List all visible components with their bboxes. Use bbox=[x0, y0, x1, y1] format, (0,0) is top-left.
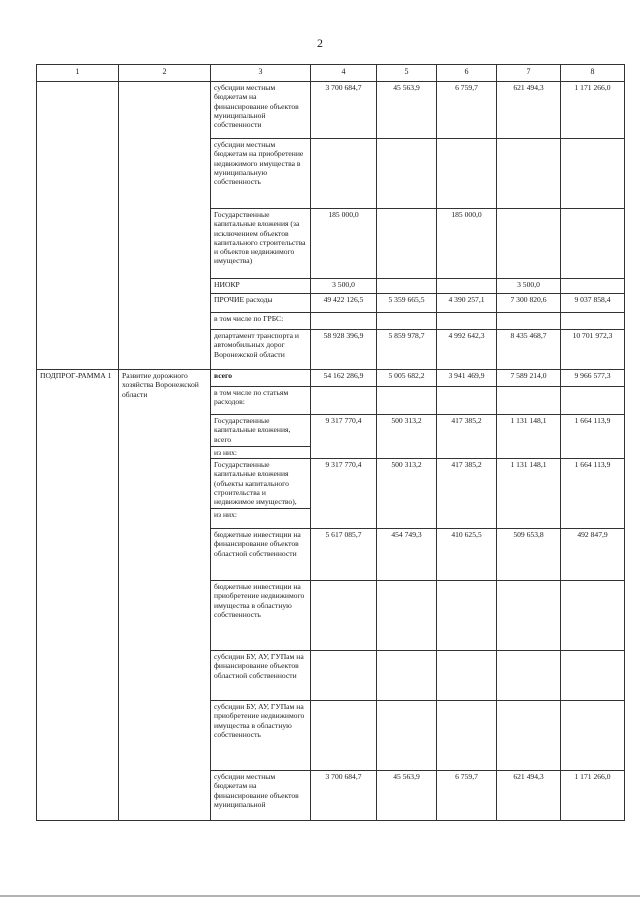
expense-item bbox=[211, 581, 311, 651]
value-cell bbox=[311, 139, 377, 209]
value-cell: 3 500,0 bbox=[497, 279, 561, 294]
value-cell: 509 653,8 bbox=[497, 529, 561, 581]
column-header: 7 bbox=[497, 65, 561, 82]
value-cell bbox=[311, 651, 377, 701]
expense-item bbox=[211, 279, 311, 294]
column-header: 5 bbox=[377, 65, 437, 82]
expense-item bbox=[211, 139, 311, 209]
column-header: 8 bbox=[561, 65, 625, 82]
value-cell: 1 131 148,1 bbox=[497, 459, 561, 529]
value-cell: 5 359 665,5 bbox=[377, 294, 437, 313]
value-cell bbox=[437, 279, 497, 294]
subprogram-title: Развитие дорожного хозяйства Воронежской области bbox=[119, 370, 211, 821]
value-cell: 1 664 113,9 bbox=[561, 415, 625, 459]
column-header: 2 bbox=[119, 65, 211, 82]
value-cell bbox=[437, 651, 497, 701]
value-cell bbox=[561, 701, 625, 771]
expense-item bbox=[211, 415, 311, 459]
value-cell: 1 171 266,0 bbox=[561, 771, 625, 821]
value-cell: 1 171 266,0 bbox=[561, 82, 625, 139]
expense-item-label: Государственные капитальные вложения (объекты капитального строительства и недвижимое имущество), bbox=[214, 460, 297, 506]
expense-item bbox=[211, 313, 311, 330]
expense-item bbox=[211, 651, 311, 701]
value-cell bbox=[497, 387, 561, 415]
expense-item-label: бюджетные инвестиции на приобретение недвижимого имущества в областную собственность bbox=[214, 582, 305, 619]
value-cell: 6 759,7 bbox=[437, 771, 497, 821]
value-cell: 185 000,0 bbox=[311, 209, 377, 279]
value-cell bbox=[311, 387, 377, 415]
value-cell bbox=[497, 581, 561, 651]
value-cell: 492 847,9 bbox=[561, 529, 625, 581]
expense-item bbox=[211, 294, 311, 313]
value-cell bbox=[377, 209, 437, 279]
code-cell-empty bbox=[37, 82, 119, 370]
value-cell: 6 759,7 bbox=[437, 82, 497, 139]
value-cell: 49 422 126,5 bbox=[311, 294, 377, 313]
value-cell bbox=[437, 387, 497, 415]
column-header: 3 bbox=[211, 65, 311, 82]
value-cell: 45 563,9 bbox=[377, 771, 437, 821]
subprogram-code: ПОДПРОГ-РАММА 1 bbox=[37, 370, 119, 821]
value-cell: 4 390 257,1 bbox=[437, 294, 497, 313]
column-number-row bbox=[37, 65, 625, 82]
value-cell: 3 700 684,7 bbox=[311, 82, 377, 139]
value-cell bbox=[311, 581, 377, 651]
expense-item-label: субсидии БУ, АУ, ГУПам на финансирование объектов областной собственности bbox=[214, 652, 304, 680]
value-cell: 621 494,3 bbox=[497, 771, 561, 821]
value-cell bbox=[437, 313, 497, 330]
value-cell: 58 928 396,9 bbox=[311, 330, 377, 370]
value-cell: 500 313,2 bbox=[377, 459, 437, 529]
value-cell: 54 162 286,9 bbox=[311, 370, 377, 387]
table-row bbox=[37, 370, 625, 387]
value-cell bbox=[377, 139, 437, 209]
expense-item-label: субсидии БУ, АУ, ГУПам на приобретение недвижимого имущества в областную собственность bbox=[214, 702, 305, 739]
expense-item bbox=[211, 330, 311, 370]
expense-item-label: субсидии местным бюджетам на приобретение недвижимого имущества в муниципальную собственность bbox=[214, 140, 304, 186]
scan-edge-line bbox=[0, 895, 640, 897]
expense-item-label: в том числе по статьям расходов: bbox=[214, 388, 289, 407]
value-cell bbox=[377, 313, 437, 330]
expense-item-label: бюджетные инвестиции на финансирование объектов областной собственности bbox=[214, 530, 301, 558]
value-cell bbox=[561, 279, 625, 294]
value-cell bbox=[561, 581, 625, 651]
value-cell: 9 317 770,4 bbox=[311, 415, 377, 459]
expense-item-label: НИОКР bbox=[214, 280, 240, 289]
expense-item-label: Государственные капитальные вложения (за исключением объектов капитального строительства и объектов недвижимого имущества) bbox=[214, 210, 306, 266]
expense-item-label: ПРОЧИЕ расходы bbox=[214, 295, 273, 304]
value-cell: 185 000,0 bbox=[437, 209, 497, 279]
value-cell bbox=[561, 139, 625, 209]
expense-item-sublabel: из них: bbox=[211, 446, 310, 457]
value-cell: 9 037 858,4 bbox=[561, 294, 625, 313]
value-cell: 417 385,2 bbox=[437, 459, 497, 529]
value-cell: 500 313,2 bbox=[377, 415, 437, 459]
value-cell: 4 992 642,3 bbox=[437, 330, 497, 370]
value-cell bbox=[497, 209, 561, 279]
expense-item bbox=[211, 209, 311, 279]
value-cell bbox=[377, 651, 437, 701]
expense-item bbox=[211, 701, 311, 771]
expense-item-label: всего bbox=[214, 371, 233, 380]
value-cell: 454 749,3 bbox=[377, 529, 437, 581]
page-number: 2 bbox=[317, 36, 323, 50]
value-cell: 7 589 214,0 bbox=[497, 370, 561, 387]
value-cell: 1 131 148,1 bbox=[497, 415, 561, 459]
value-cell bbox=[497, 651, 561, 701]
value-cell bbox=[561, 313, 625, 330]
value-cell: 3 500,0 bbox=[311, 279, 377, 294]
value-cell: 45 563,9 bbox=[377, 82, 437, 139]
table-row bbox=[37, 82, 625, 139]
value-cell: 1 664 113,9 bbox=[561, 459, 625, 529]
value-cell: 5 005 682,2 bbox=[377, 370, 437, 387]
value-cell: 5 617 085,7 bbox=[311, 529, 377, 581]
value-cell: 9 966 577,3 bbox=[561, 370, 625, 387]
value-cell bbox=[437, 701, 497, 771]
expense-item-label: субсидии местным бюджетам на финансирование объектов муниципальной собственности bbox=[214, 83, 299, 129]
value-cell: 7 300 820,6 bbox=[497, 294, 561, 313]
value-cell: 3 700 684,7 bbox=[311, 771, 377, 821]
value-cell: 417 385,2 bbox=[437, 415, 497, 459]
expense-item-label: Государственные капитальные вложения, всего bbox=[214, 416, 291, 444]
value-cell: 5 859 978,7 bbox=[377, 330, 437, 370]
value-cell bbox=[437, 139, 497, 209]
value-cell bbox=[497, 313, 561, 330]
budget-table bbox=[36, 64, 625, 821]
value-cell: 410 625,5 bbox=[437, 529, 497, 581]
column-header: 1 bbox=[37, 65, 119, 82]
expense-item-label: субсидии местным бюджетам на финансирование объектов муниципальной bbox=[214, 772, 299, 809]
value-cell bbox=[311, 313, 377, 330]
value-cell bbox=[561, 209, 625, 279]
value-cell bbox=[497, 701, 561, 771]
expense-item bbox=[211, 529, 311, 581]
expense-item bbox=[211, 387, 311, 415]
expense-item-sublabel: из них: bbox=[211, 508, 310, 519]
value-cell bbox=[497, 139, 561, 209]
value-cell: 10 701 972,3 bbox=[561, 330, 625, 370]
value-cell: 3 941 469,9 bbox=[437, 370, 497, 387]
value-cell bbox=[377, 701, 437, 771]
column-header: 6 bbox=[437, 65, 497, 82]
expense-item bbox=[211, 82, 311, 139]
expense-item-label: департамент транспорта и автомобильных дорог Воронежской области bbox=[214, 331, 299, 359]
value-cell bbox=[377, 387, 437, 415]
expense-item-label: в том числе по ГРБС: bbox=[214, 314, 284, 323]
value-cell: 9 317 770,4 bbox=[311, 459, 377, 529]
value-cell: 8 435 468,7 bbox=[497, 330, 561, 370]
value-cell bbox=[561, 651, 625, 701]
value-cell bbox=[377, 279, 437, 294]
column-header: 4 bbox=[311, 65, 377, 82]
value-cell bbox=[311, 701, 377, 771]
expense-item bbox=[211, 459, 311, 529]
title-cell-empty bbox=[119, 82, 211, 370]
value-cell bbox=[377, 581, 437, 651]
expense-item bbox=[211, 771, 311, 821]
value-cell: 621 494,3 bbox=[497, 82, 561, 139]
expense-item bbox=[211, 370, 311, 387]
value-cell bbox=[437, 581, 497, 651]
value-cell bbox=[561, 387, 625, 415]
